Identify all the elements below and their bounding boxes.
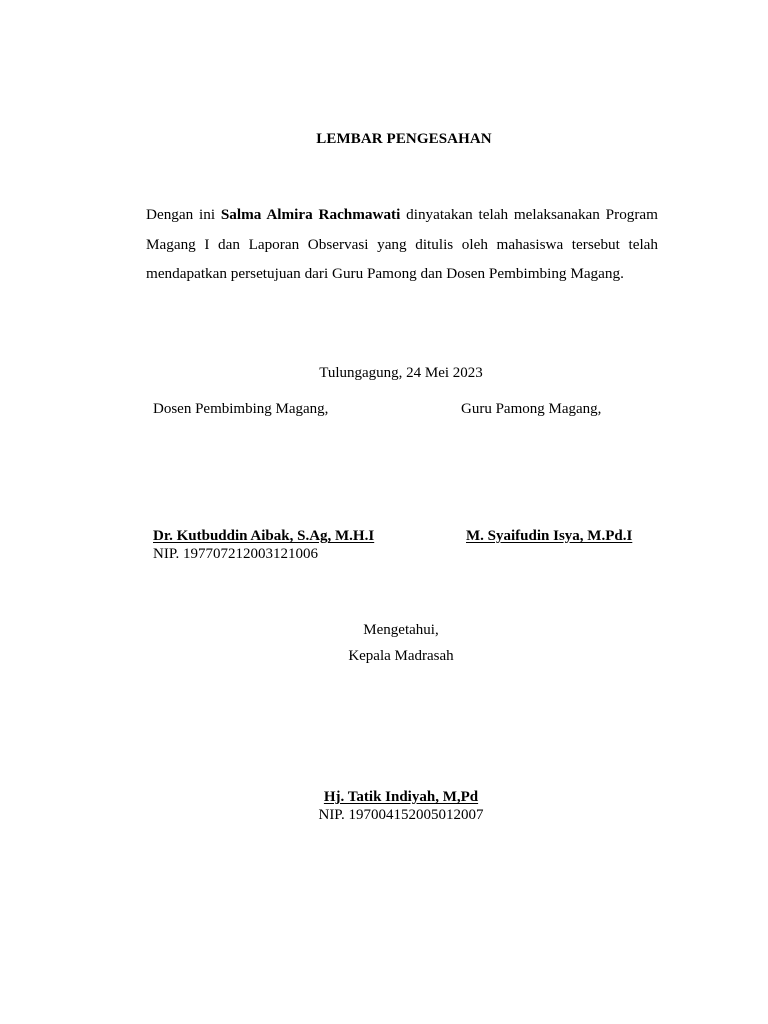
place-date: Tulungagung, 24 Mei 2023 <box>319 365 483 381</box>
student-name: Salma Almira Rachmawati <box>220 206 401 223</box>
headmaster-role: Kepala Madrasah <box>348 648 454 664</box>
right-signatory-role: Guru Pamong Magang, <box>461 401 602 417</box>
headmaster-name: Hj. Tatik Indiyah, M,Pd <box>323 789 479 805</box>
paragraph-suffix: dinyatakan telah melaksanakan Program Magang I dan Laporan Observasi yang ditulis oleh mahasiswa tersebut telah mendapatkan persetujuan dari Guru Pamong dan Dosen Pembimbing Magang. <box>146 206 658 282</box>
headmaster-name-wrap <box>0 789 768 806</box>
right-signatory-name: M. Syaifudin Isya, M.Pd.I <box>466 528 633 544</box>
left-signatory-nip: NIP. 197707212003121006 <box>153 546 319 562</box>
approval-paragraph <box>146 200 658 289</box>
left-signatory-name: Dr. Kutbuddin Aibak, S.Ag, M.H.I <box>153 528 375 544</box>
paragraph-prefix: Dengan ini <box>146 206 221 223</box>
page-title: LEMBAR PENGESAHAN <box>316 131 492 147</box>
headmaster-nip: NIP. 197004152005012007 <box>318 807 484 823</box>
acknowledged-label: Mengetahui, <box>363 622 439 638</box>
left-signatory-role: Dosen Pembimbing Magang, <box>153 401 329 417</box>
